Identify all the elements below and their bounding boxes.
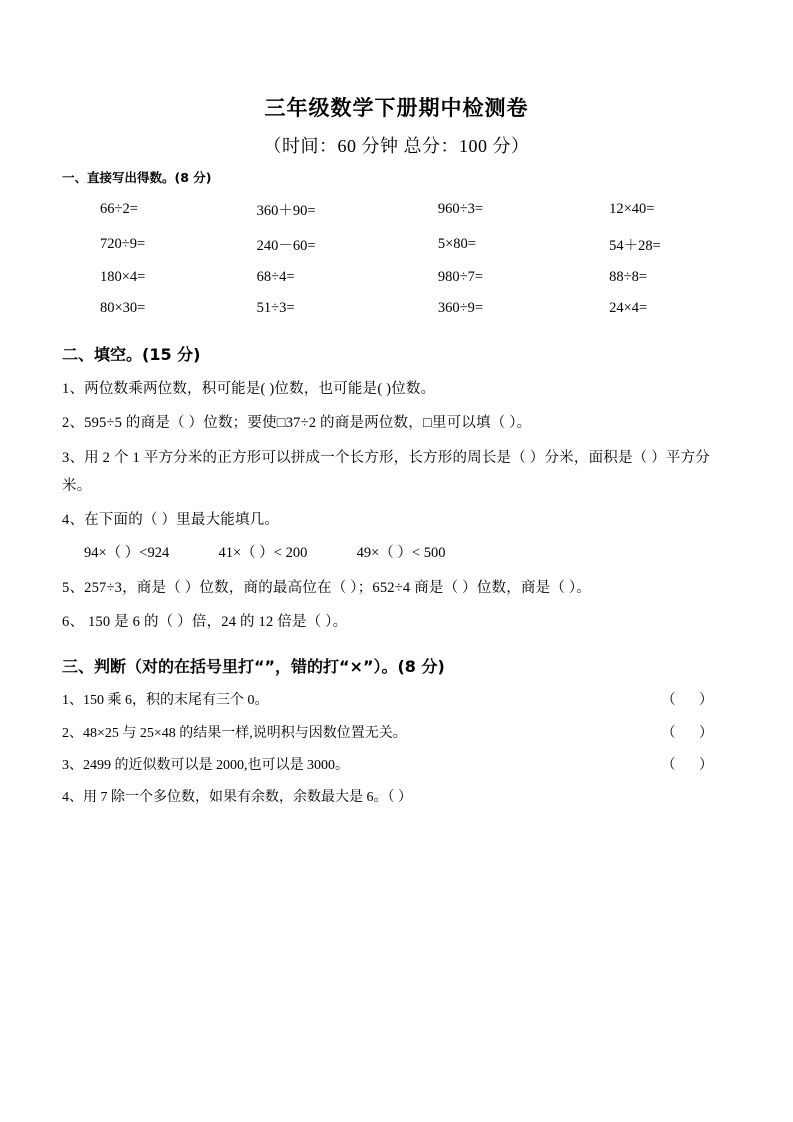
judge-item-text: 2、48×25 与 25×48 的结果一样,说明积与因数位置无关。: [62, 725, 407, 741]
calc-cell: 720÷9=: [100, 236, 146, 252]
answer-brackets[interactable]: （ ）: [661, 725, 723, 741]
fill-blank-item-3: 3、用 2 个 1 平方分米的正方形可以拼成一个长方形，长方形的周长是（ ）分米，面积是（ ）平方分米。: [62, 449, 710, 494]
calc-cell: 54＋28=: [609, 238, 661, 254]
judge-item-3: [62, 752, 731, 779]
page-subtitle: （时间：60 分钟 总分：100 分）: [263, 136, 530, 156]
fill-blank-item-5: 5、257÷3，商是（ ）位数，商的最高位在（ ）；652÷4 商是（ ）位数，商是（ ）。: [62, 579, 591, 596]
section-2-heading: 二、填空。(15 分): [62, 345, 201, 364]
calc-cell: 88÷8=: [609, 269, 648, 285]
fill-blank-item-4: 4、在下面的（ ）里最大能填几。: [62, 512, 280, 529]
calc-cell: 180×4=: [100, 269, 146, 285]
section-1-heading: 一、直接写出得数。(8 分): [62, 170, 212, 185]
calc-cell: 980÷7=: [437, 269, 484, 285]
calc-cell: 51÷3=: [256, 300, 295, 316]
table-row: [62, 227, 731, 262]
table-row: [62, 262, 731, 293]
page-title: 三年级数学下册期中检测卷: [264, 96, 529, 120]
judge-item-text: 1、150 乘 6，积的末尾有三个 0。: [62, 693, 269, 709]
calc-cell: 5×80=: [437, 236, 476, 252]
fill-blank-item-4-subline: [62, 540, 731, 568]
calc-cell: 360÷9=: [437, 300, 484, 316]
inequality-3: 49×（ ）< 500: [356, 545, 446, 562]
calc-cell: 12×40=: [609, 201, 655, 217]
calc-cell: 80×30=: [100, 300, 146, 316]
table-row: [62, 192, 731, 227]
judge-item-1: [62, 687, 731, 714]
judge-item-text: 4、用 7 除一个多位数，如果有余数，余数最大是 6。（ ）: [62, 790, 412, 806]
fill-blank-item-6: 6、 150 是 6 的（ ）倍，24 的 12 倍是（ ）。: [62, 614, 348, 631]
judge-item-2: [62, 720, 731, 747]
oral-calculation-grid: [62, 192, 731, 324]
table-row: [62, 293, 731, 324]
calc-cell: 360＋90=: [256, 203, 316, 219]
fill-blank-item-1: 1、两位数乘两位数，积可能是( )位数，也可能是( )位数。: [62, 381, 436, 397]
inequality-2: 41×（ ）< 200: [218, 545, 308, 562]
calc-cell: 24×4=: [609, 300, 648, 316]
fill-blank-item-2: 2、595÷5 的商是（ ）位数；要使□37÷2 的商是两位数，□里可以填（ ）。: [62, 415, 532, 432]
judge-item-text: 3、2499 的近似数可以是 2000,也可以是 3000。: [62, 758, 349, 773]
answer-brackets[interactable]: （ ）: [661, 693, 723, 709]
calc-cell: 68÷4=: [256, 269, 295, 285]
calc-cell: 240－60=: [256, 238, 316, 254]
judge-item-4: [62, 784, 731, 811]
inequality-1: 94×（ ）<924: [84, 545, 170, 562]
section-3-heading: 三、判断（对的在括号里打“”，错的打“×”）。(8 分): [62, 657, 445, 677]
calc-cell: 960÷3=: [437, 201, 484, 217]
calc-cell: 66÷2=: [100, 201, 138, 217]
answer-brackets[interactable]: （ ）: [661, 758, 723, 773]
